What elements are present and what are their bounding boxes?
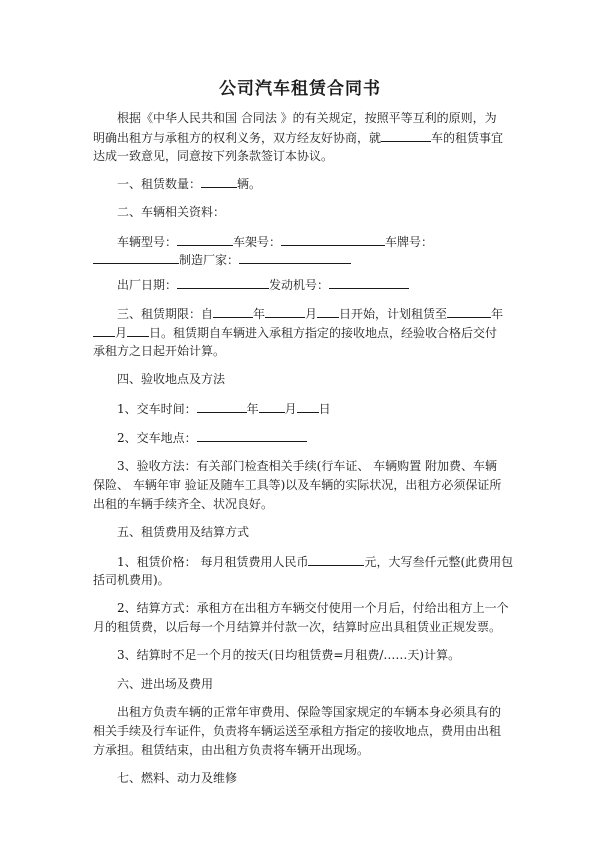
start-year-blank [213,304,253,318]
acceptance-line-2: 保险、 车辆年审 验证及随车工具等)以及车辆的实际状况，出租方必须保证所 [93,478,502,492]
engine-label: 发动机号： [269,278,330,292]
intro-line-1: 根据《中华人民共和国 合同法 》的有关规定，按照平等互利的原则，为 [117,111,497,125]
section-1-quantity [117,174,542,194]
delivery-place-blank [197,428,307,442]
delivery-time-label: 1、交车时间： [117,402,197,416]
intro-text-2: 车的租赁事宜 [431,131,504,145]
vehicle-type-blank [381,128,431,142]
lease-term-text-2: 日。租赁期自车辆进入承租方指定的接收地点，经验收合格后交付 [149,326,498,340]
maker-blank [239,250,351,264]
frame-label: 车架号： [233,235,282,249]
price-label: 1、租赁价格： 每月租赁费用人民币 [117,555,309,569]
intro-text: 明确出租方与承租方的权利义务，双方经友好协商，就 [93,131,382,145]
start-day-blank [317,304,339,318]
settlement-line-1: 2、结算方式：承租方在出租方车辆交付使用一个月后，付给出租方上一个 [117,601,509,615]
vehicle-info-line-2 [93,250,518,270]
document-title: 公司汽车租赁合同书 [219,79,381,99]
engine-blank [329,275,409,289]
delivery-time [117,399,542,419]
delivery-year-label: 年 [246,402,259,416]
end-year-blank [447,304,491,318]
quantity-label: 一、租赁数量： [117,177,202,191]
plate-label: 车牌号： [385,235,434,249]
delivery-day-blank [297,399,319,413]
month-label-2: 月 [115,326,128,340]
price-line-1 [117,552,542,572]
section-6-heading: 六、进出场及费用 [117,677,214,691]
lease-term-label: 三、租赁期限：自 [117,307,214,321]
delivery-month-blank [259,399,285,413]
month-label: 月 [305,307,318,321]
section-5-heading: 五、租赁费用及结算方式 [117,525,250,539]
quantity-blank [201,174,237,188]
price-text: 元，大写叁仟元整(此费用包 [364,555,514,569]
model-blank [177,232,233,246]
year-label-2: 年 [491,307,504,321]
section-3-line-2 [93,323,518,343]
vehicle-info-line-1 [117,232,542,252]
section-3-line-1 [117,304,542,324]
intro-line-3: 达成一致意见，同意按下列条款签订本协议。 [93,149,334,163]
start-month-blank [265,304,305,318]
manufacture-date-blank [177,275,269,289]
delivery-place-label: 2、交车地点： [117,431,197,445]
acceptance-line-1: 3、验收方法：有关部门检查相关手续(行车证、 车辆购置 附加费、车辆 [117,459,497,473]
delivery-place [117,428,542,448]
delivery-month-label: 月 [284,402,297,416]
price-blank [308,552,364,566]
plate-blank [93,250,179,264]
end-month-blank [93,323,115,337]
section-6-line-1: 出租方负责车辆的正常年审费用、保险等国家规定的车辆本身必须具有的 [117,705,502,719]
vehicle-info-line-3 [117,275,542,295]
year-label: 年 [253,307,266,321]
manufacture-date-label: 出厂日期： [117,278,178,292]
section-2-heading: 二、车辆相关资料： [117,205,226,219]
section-6-line-2: 相关手续及行车证件，负责将车辆运送至承租方指定的接收地点，费用由出租 [93,724,502,738]
section-7-heading: 七、燃料、动力及维修 [117,771,238,785]
end-day-blank [127,323,149,337]
settlement-line-2: 月的租赁费，以后每一个月结算并付款一次，结算时应出具租赁业正规发票。 [93,620,502,634]
delivery-day-label: 日 [318,402,331,416]
section-3-line-3: 承租方之日起开始计算。 [93,344,226,358]
price-line-2: 括司机费用)。 [93,573,170,587]
section-6-line-3: 方承担。租赁结束，由出租方负责将车辆开出现场。 [93,743,370,757]
lease-term-text: 日开始，计划租赁至 [339,307,448,321]
delivery-year-blank [197,399,247,413]
section-4-heading: 四、验收地点及方法 [117,372,226,386]
maker-label: 制造厂家： [179,253,240,267]
model-label: 车辆型号： [117,235,178,249]
partial-month-line: 3、结算时不足一个月的按天(日均租赁费=月租费/……天)计算。 [117,648,461,662]
acceptance-line-3: 出租的车辆手续齐全、状况良好。 [93,497,274,511]
intro-line-2 [93,128,518,148]
frame-blank [281,232,385,246]
quantity-unit: 辆。 [237,177,262,191]
